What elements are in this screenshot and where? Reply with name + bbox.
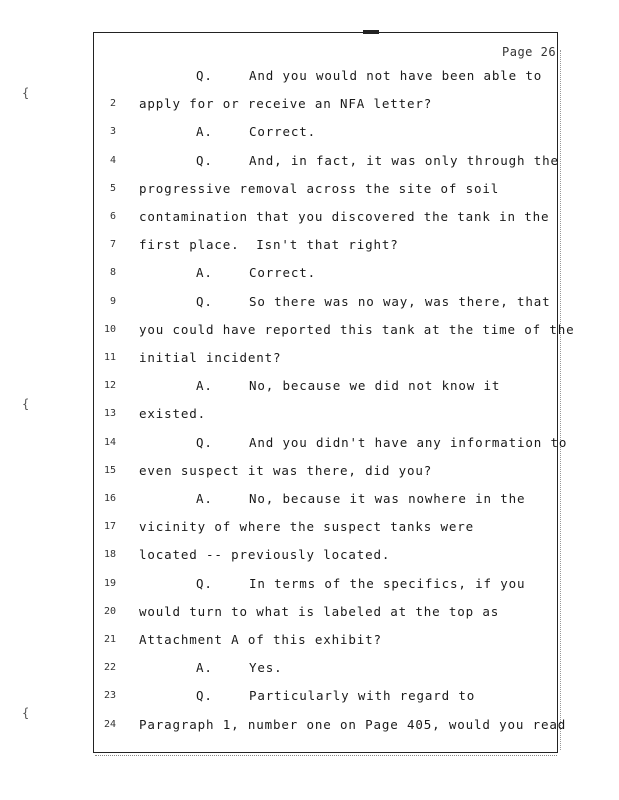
line-text: vicinity of where the suspect tanks were xyxy=(139,519,475,535)
line-number: 16 xyxy=(103,493,116,504)
line-text: No, because it was nowhere in the xyxy=(249,491,526,506)
line-text: Particularly with regard to xyxy=(249,688,476,704)
speaker-label: A. xyxy=(196,378,213,394)
line-number: 18 xyxy=(103,549,116,561)
speaker-label: A. xyxy=(196,265,213,281)
line-text: progressive removal across the site of soil xyxy=(139,180,500,196)
line-number: 21 xyxy=(103,634,116,645)
line-text: existed. xyxy=(139,406,207,422)
line-number: 17 xyxy=(103,521,116,533)
line-text: No, because we did not know it xyxy=(249,378,501,394)
line-number: 15 xyxy=(103,464,116,476)
speaker-label: Q. xyxy=(196,152,213,168)
line-text: apply for or receive an NFA letter? xyxy=(139,96,433,112)
line-text: Attachment A of this exhibit? xyxy=(139,632,382,647)
line-text: Correct. xyxy=(249,124,317,140)
line-text: So there was no way, was there, that xyxy=(249,293,551,309)
speaker-label: A. xyxy=(196,124,213,140)
line-number: 19 xyxy=(103,577,116,589)
line-number: 13 xyxy=(103,408,116,420)
line-text: Yes. xyxy=(249,660,283,676)
bottom-scan-noise xyxy=(95,755,557,758)
line-text: located -- previously located. xyxy=(139,547,391,563)
speaker-label: Q. xyxy=(196,434,213,450)
speaker-label: Q. xyxy=(196,575,213,591)
line-number: 22 xyxy=(103,662,116,674)
line-number: 10 xyxy=(103,323,116,335)
line-text: contamination that you discovered the tank in the xyxy=(139,209,550,224)
line-number: 8 xyxy=(109,267,116,279)
line-number: 20 xyxy=(103,605,116,617)
line-number: 11 xyxy=(103,352,116,363)
line-text: first place. Isn't that right? xyxy=(139,237,399,253)
line-text: Correct. xyxy=(249,265,317,281)
line-text: initial incident? xyxy=(139,350,282,365)
line-number: 12 xyxy=(103,380,116,392)
line-number: 24 xyxy=(103,718,116,730)
line-number: 23 xyxy=(103,690,116,702)
page-number: Page 26 xyxy=(502,45,557,59)
speaker-label: Q. xyxy=(196,68,213,83)
line-text: And you would not have been able to xyxy=(249,68,543,83)
margin-mark: { xyxy=(22,86,30,100)
speaker-label: A. xyxy=(196,491,213,506)
line-number: 9 xyxy=(109,295,116,307)
line-number: 5 xyxy=(109,182,116,194)
margin-mark: { xyxy=(22,706,30,720)
line-text: even suspect it was there, did you? xyxy=(139,462,433,478)
margin-mark: { xyxy=(22,397,30,411)
line-text: you could have reported this tank at the time of the xyxy=(139,321,575,337)
speaker-label: A. xyxy=(196,660,213,676)
speaker-label: Q. xyxy=(196,688,213,704)
speaker-label: Q. xyxy=(196,293,213,309)
line-number: 2 xyxy=(109,98,116,110)
right-margin-dots xyxy=(560,50,563,750)
line-number: 6 xyxy=(109,211,116,222)
line-text: would turn to what is labeled at the top as xyxy=(139,603,500,619)
line-text: In terms of the specifics, if you xyxy=(249,575,526,591)
line-text: And, in fact, it was only through the xyxy=(249,152,559,168)
line-text: Paragraph 1, number one on Page 405, would you read xyxy=(139,716,567,732)
line-number: 14 xyxy=(103,436,116,448)
line-number: 3 xyxy=(109,126,116,138)
line-number: 7 xyxy=(109,239,116,251)
line-text: And you didn't have any information to xyxy=(249,434,568,450)
page-top-mark xyxy=(363,30,379,34)
line-number: 4 xyxy=(109,154,116,166)
